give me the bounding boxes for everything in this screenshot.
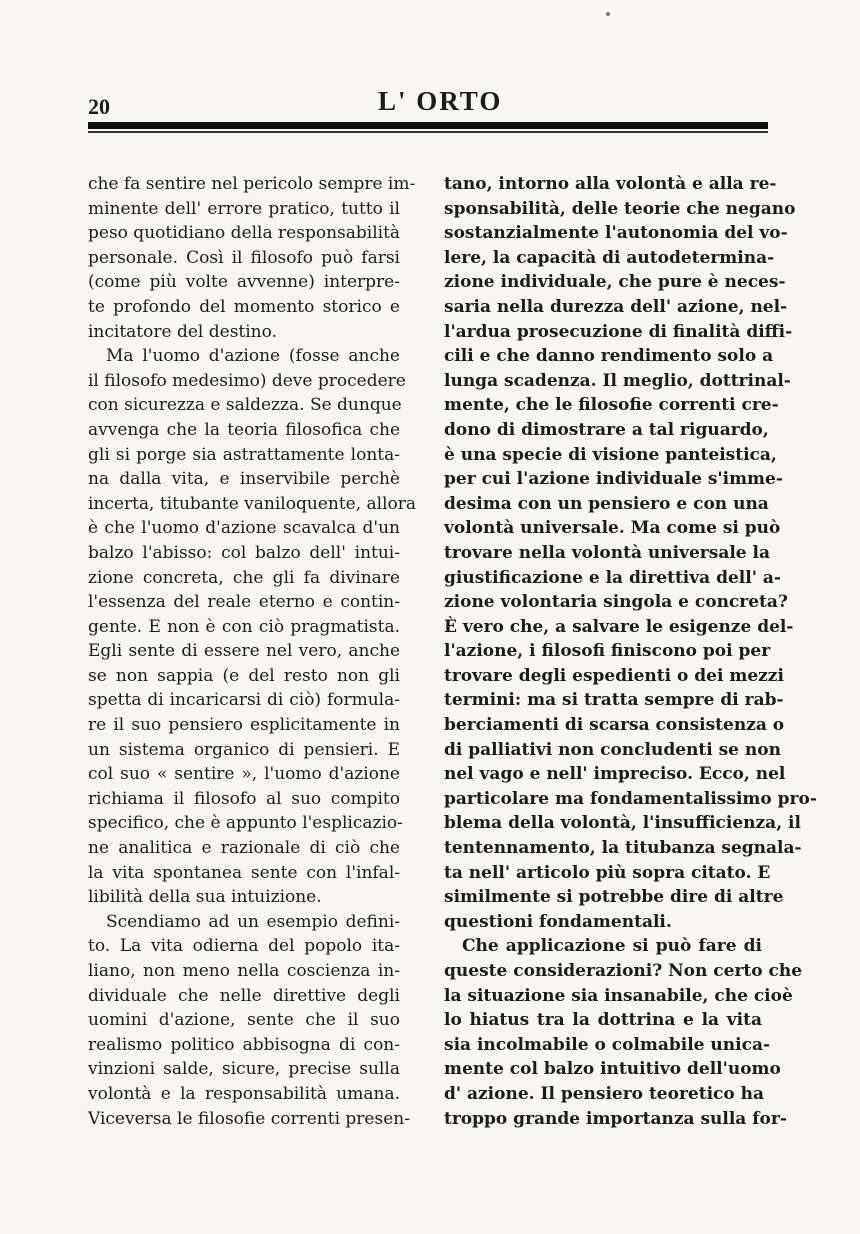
text-line: se non sappia (e del resto non gli — [88, 665, 400, 686]
text-line: uomini d'azione, sente che il suo — [88, 1010, 400, 1031]
text-line: minente dell' errore pratico, tutto il — [88, 198, 400, 219]
text-line: Che applicazione si può fare di — [462, 936, 762, 957]
text-line: mente, che le filosofie correnti cre- — [444, 395, 779, 416]
text-line: è una specie di visione panteistica, — [444, 444, 777, 465]
text-line: l'essenza del reale eterno e contin- — [88, 592, 400, 613]
text-line: realismo politico abbisogna di con- — [88, 1034, 400, 1055]
text-line: richiama il filosofo al suo compito — [88, 788, 400, 809]
text-line: ta nell' articolo più sopra citato. E — [444, 862, 771, 883]
text-line: trovare nella volontà universale la — [444, 542, 770, 563]
text-line: È vero che, a salvare le esigenze del- — [444, 616, 794, 637]
text-line: berciamenti di scarsa consistenza o — [444, 715, 785, 736]
text-line: tentennamento, la titubanza segnala- — [444, 838, 802, 859]
left-text-column — [88, 172, 417, 1131]
text-line: è che l'uomo d'azione scavalca d'un — [88, 518, 400, 539]
text-line: libilità della sua intuizione. — [88, 887, 322, 908]
text-line: desima con un pensiero e con una — [444, 493, 769, 514]
text-line: queste considerazioni? Non certo che — [444, 961, 803, 981]
text-line: con sicurezza e saldezza. Se dunque — [88, 395, 402, 416]
text-line: to. La vita odierna del popolo ita- — [88, 936, 400, 957]
text-line: re il suo pensiero esplicitamente in — [88, 715, 400, 736]
text-line: giustificazione e la direttiva dell' a- — [444, 567, 781, 588]
text-line: un sistema organico di pensieri. E — [88, 739, 400, 760]
text-line: Ma l'uomo d'azione (fosse anche — [106, 346, 400, 367]
text-line: trovare degli espedienti o dei mezzi — [444, 665, 784, 686]
dot-mark — [606, 12, 610, 16]
text-line: termini: ma si tratta sempre di rab- — [444, 690, 784, 711]
text-line: liano, non meno nella coscienza in- — [88, 961, 400, 981]
text-line: d' azione. Il pensiero teoretico ha — [444, 1083, 765, 1104]
text-line: sostanzialmente l'autonomia del vo- — [444, 223, 788, 244]
text-line: col suo « sentire », l'uomo d'azione — [88, 764, 400, 785]
text-line: dono di dimostrare a tal riguardo, — [444, 419, 769, 440]
text-line: zione volontaria singola e concreta? — [444, 592, 788, 613]
text-line: il filosofo medesimo) deve procedere — [88, 370, 406, 391]
text-line: dividuale che nelle direttive degli — [88, 985, 400, 1006]
right-text-column — [444, 172, 817, 1131]
text-line: specifico, che è appunto l'esplicazio- — [88, 813, 403, 834]
text-line: volontà e la responsabilità umana. — [88, 1083, 400, 1104]
text-line: questioni fondamentali. — [444, 911, 672, 932]
text-line: balzo l'abisso: col balzo dell' intui- — [88, 542, 400, 563]
text-line: l'azione, i filosofi finiscono poi per — [444, 641, 771, 662]
text-line: peso quotidiano della responsabilità — [88, 223, 401, 244]
text-line: tano, intorno alla volontà e alla re- — [444, 174, 777, 194]
text-line: nel vago e nell' impreciso. Ecco, nel — [444, 764, 786, 785]
text-line: di palliativi non concludenti se non — [444, 739, 781, 760]
text-line: particolare ma fondamentalissimo pro- — [444, 788, 817, 809]
text-line: troppo grande importanza sulla for- — [444, 1108, 787, 1129]
text-line: blema della volontà, l'insufficienza, il — [444, 813, 801, 834]
text-line: l'ardua prosecuzione di finalità diffi- — [444, 321, 793, 342]
text-line: incitatore del destino. — [88, 321, 277, 342]
text-line: lo hiatus tra la dottrina e la vita — [444, 1010, 762, 1031]
text-line: ne analitica e razionale di ciò che — [88, 838, 400, 859]
text-line: la vita spontanea sente con l'infal- — [88, 862, 400, 883]
text-line: gli si porge sia astrattamente lonta- — [88, 444, 400, 465]
text-line: mente col balzo intuitivo dell'uomo — [444, 1059, 781, 1080]
page-header — [88, 86, 768, 126]
text-line: Viceversa le filosofie correnti presen- — [88, 1108, 410, 1129]
header-rule — [88, 122, 768, 129]
text-line: avvenga che la teoria filosofica che — [88, 419, 400, 440]
text-line: Egli sente di essere nel vero, anche — [88, 641, 400, 662]
text-line: zione concreta, che gli fa divinare — [88, 567, 400, 588]
text-line: spetta di incaricarsi di ciò) formula- — [88, 690, 400, 711]
text-line: lere, la capacità di autodetermina- — [444, 247, 775, 268]
text-line: zione individuale, che pure è neces- — [444, 272, 786, 293]
text-line: similmente si potrebbe dire di altre — [444, 887, 784, 908]
journal-title: L' ORTO — [378, 86, 503, 116]
text-line: vinzioni salde, sicure, precise sulla — [88, 1059, 400, 1080]
text-line: cili e che danno rendimento solo a — [444, 346, 774, 367]
text-line: Scendiamo ad un esempio defini- — [106, 911, 400, 932]
text-line: gente. E non è con ciò pragmatista. — [88, 616, 400, 637]
text-line: na dalla vita, e inservibile perchè — [88, 469, 400, 490]
text-line: sia incolmabile o colmabile unica- — [444, 1034, 771, 1055]
header-rule-thin — [88, 131, 768, 133]
text-line: per cui l'azione individuale s'imme- — [444, 469, 783, 490]
text-line: la situazione sia insanabile, che cioè — [444, 985, 793, 1006]
text-line: te profondo del momento storico e — [88, 296, 400, 317]
text-line: personale. Così il filosofo può farsi — [88, 247, 400, 268]
text-line: lunga scadenza. Il meglio, dottrinal- — [444, 370, 791, 391]
text-line: volontà universale. Ma come si può — [444, 518, 781, 539]
text-line: (come più volte avvenne) interpre- — [88, 272, 400, 293]
text-line: che fa sentire nel pericolo sempre im- — [88, 174, 416, 194]
text-line: incerta, titubante vaniloquente, allora — [88, 493, 417, 514]
text-line: saria nella durezza dell' azione, nel- — [444, 296, 788, 317]
text-line: sponsabilità, delle teorie che negano — [444, 198, 796, 219]
page-number: 20 — [88, 94, 110, 119]
